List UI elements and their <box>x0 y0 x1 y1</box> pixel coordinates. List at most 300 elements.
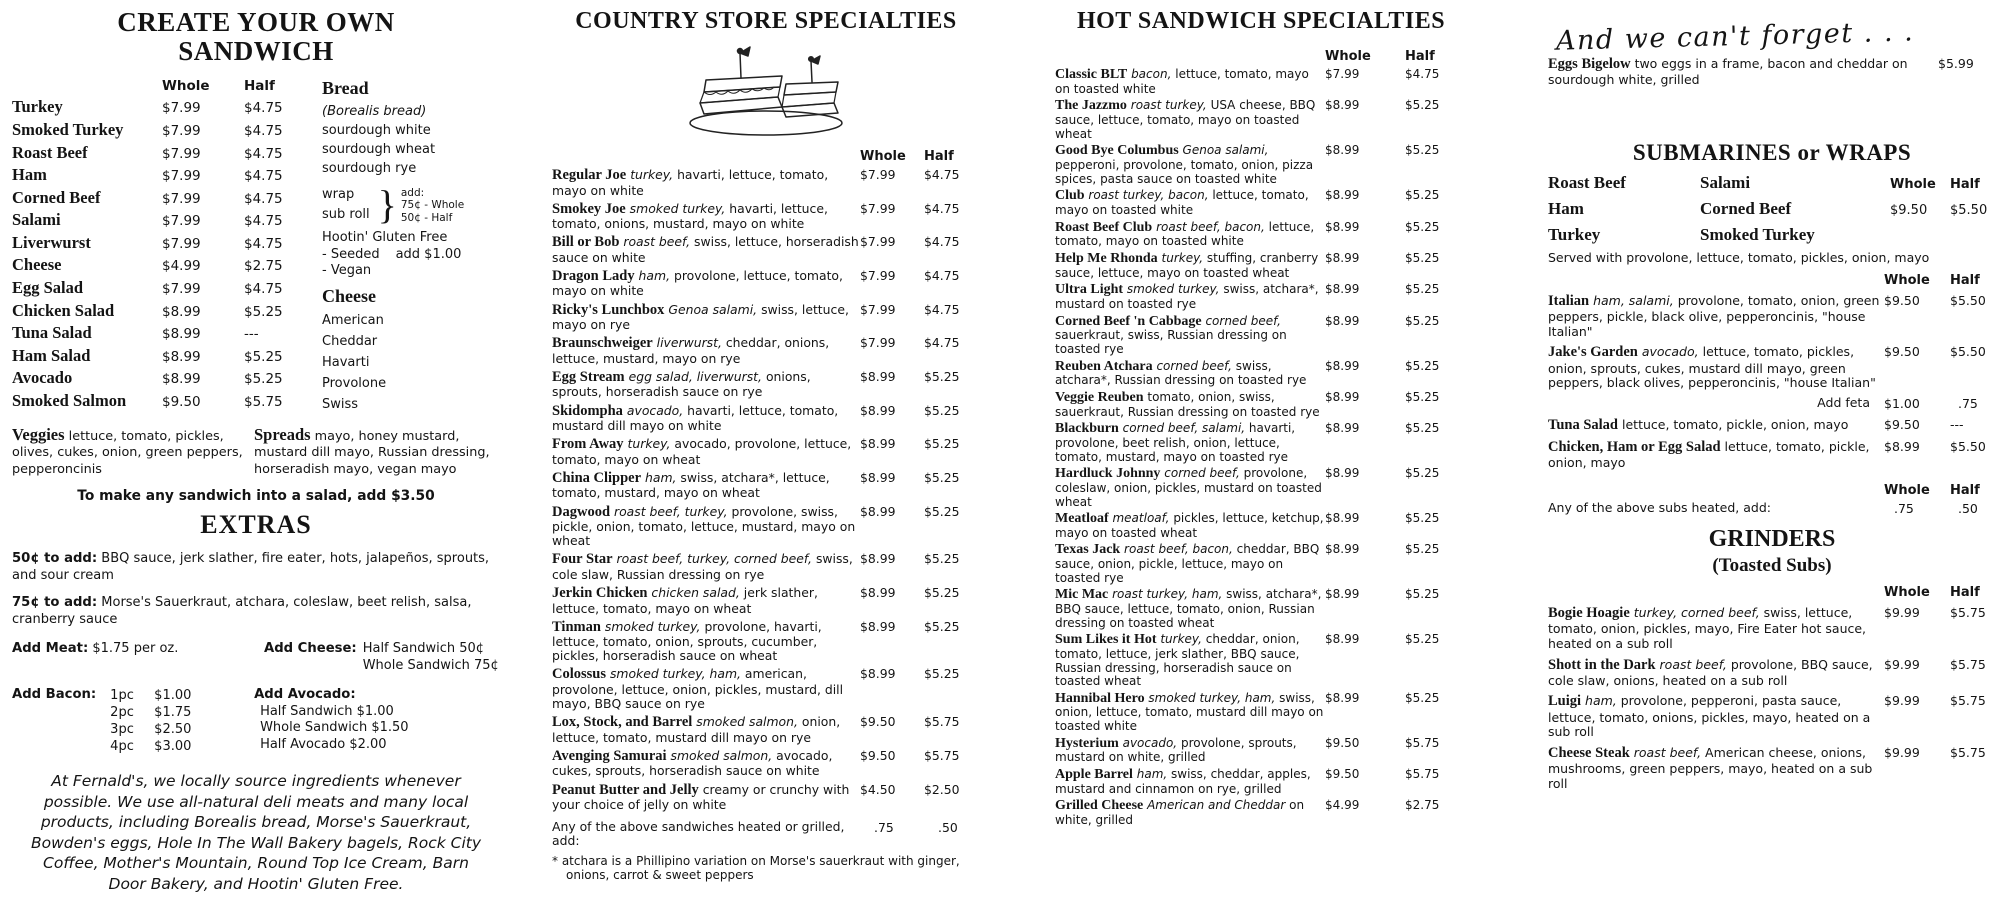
item-meat: roast beef, turkey, <box>613 503 728 519</box>
price-whole: $7.99 <box>162 235 201 252</box>
item-ingredients: provolone, tomato, onion, green peppers, pickle, black olive, pepperoncinis, "house Italian" <box>1548 292 1880 339</box>
item-ingredients: sauerkraut, swiss, Russian dressing on toasted rye <box>1055 328 1287 356</box>
item-ingredients: stuffing, cranberry sauce, lettuce, mayo on toasted wheat <box>1055 250 1319 280</box>
menu-item <box>552 551 980 582</box>
menu-item <box>1548 657 1996 689</box>
column-header-whole: Whole <box>1884 482 1930 498</box>
price-half: $4.75 <box>924 301 960 317</box>
item-name: Club <box>1055 188 1085 204</box>
cheese-option: Havarti <box>322 354 370 370</box>
item-meat: ham, <box>1585 693 1617 709</box>
item-name: Mic Mac <box>1055 587 1109 603</box>
menu-item <box>1055 691 1467 734</box>
grinders-items-list <box>1548 605 1996 792</box>
price-whole: $9.50 <box>1884 292 1920 308</box>
price-half: $5.25 <box>1405 389 1440 404</box>
menu-item-row <box>12 97 322 120</box>
extras-title: EXTRAS <box>200 510 312 540</box>
item-name: Tinman <box>552 618 601 635</box>
title-line-2: SANDWICH <box>178 36 334 67</box>
menu-item <box>1055 359 1467 388</box>
surcharge-line: 50¢ - Half <box>400 211 453 224</box>
price-whole: $8.99 <box>860 469 896 485</box>
item-text <box>1055 736 1325 765</box>
price-whole: $7.99 <box>860 335 896 351</box>
price-whole: $9.99 <box>1884 656 1920 672</box>
item-name: Peanut Butter and Jelly <box>552 781 699 798</box>
price-whole: $8.99 <box>1325 542 1360 557</box>
price-half: $5.25 <box>1405 587 1440 602</box>
price-half: $5.25 <box>924 618 960 634</box>
item-text <box>1055 98 1325 141</box>
heated-half: .50 <box>938 820 958 836</box>
price-half: $4.75 <box>244 281 283 298</box>
item-text <box>552 666 860 711</box>
price-half: $5.25 <box>924 666 960 682</box>
price-whole: $8.99 <box>860 368 896 384</box>
heated-whole: .75 <box>1894 500 1914 516</box>
column-header-half: Half <box>1950 482 1980 498</box>
item-text <box>552 201 860 232</box>
item-ingredients: provolone, pepperoni, pasta sauce, lettuce, tomato, onions, pickles, mayo, heated on a sub roll <box>1548 693 1871 740</box>
salad-conversion-note: To make any sandwich into a salad, add $3.50 <box>77 488 435 505</box>
price-half: $5.50 <box>1950 202 1988 218</box>
price-half: $4.75 <box>924 234 960 250</box>
price-half: $5.25 <box>1405 143 1440 158</box>
item-ingredients: swiss, lettuce, horseradish sauce on white <box>552 234 859 265</box>
item-ingredients: provolone, sprouts, mustard on white, grilled <box>1055 735 1297 765</box>
menu-item-row <box>12 120 322 143</box>
price-half: $5.25 <box>924 469 960 485</box>
price-half: $5.75 <box>1405 766 1440 781</box>
item-ingredients: provolone, havarti, lettuce, tomato, onion, sprouts, cucumber, pickles, horseradish sauce on wheat <box>552 618 822 664</box>
sub-meats-table <box>1548 170 1996 248</box>
menu-item-row <box>12 143 322 166</box>
item-meat: Genoa salami, <box>668 301 758 317</box>
gluten-free-note <box>322 230 494 280</box>
item-ingredients: creamy or crunchy with your choice of jelly on white <box>552 781 850 813</box>
price-half: $5.25 <box>1405 98 1440 113</box>
item-ingredients: provolone, BBQ sauce, cole slaw, onions, heated on a sub roll <box>1548 656 1873 688</box>
item-name: Braunschweiger <box>552 335 653 352</box>
item-meat: ham, <box>638 267 671 283</box>
item-name: Corned Beef 'n Cabbage <box>1055 313 1202 329</box>
item-meat: turkey, corned beef, <box>1633 604 1760 620</box>
column-header-whole: Whole <box>1884 584 1930 600</box>
price-half: $4.75 <box>1405 67 1440 81</box>
menu-item-row <box>12 368 322 391</box>
add-avocado-line: Whole Sandwich $1.50 <box>260 720 409 736</box>
item-name: Jerkin Chicken <box>552 585 648 602</box>
add-feta-row <box>1548 396 1996 412</box>
create-your-own-section <box>12 0 500 894</box>
item-text <box>1055 359 1325 388</box>
price-half: $4.75 <box>244 145 283 162</box>
item-meat: American and Cheddar <box>1147 798 1286 813</box>
price-whole: $8.99 <box>162 303 201 320</box>
item-text <box>1055 466 1325 509</box>
item-name: Classic BLT <box>1055 67 1128 82</box>
wrap-subroll-note <box>322 182 494 228</box>
add-meat-label: Add Meat: <box>12 641 89 657</box>
price-whole: $8.99 <box>1325 466 1360 481</box>
price-whole: $8.99 <box>860 436 896 452</box>
item-ingredients: lettuce, tomato, pickles, onion, sprouts, cukes, mustard dill mayo, green peppers, black olives, pepperoncinis, "house Italian" <box>1548 344 1876 391</box>
price-half: $5.25 <box>1405 511 1440 526</box>
bacon-price: $1.75 <box>154 705 192 721</box>
price-table-header <box>12 78 322 94</box>
add-bacon-label: Add Bacon: <box>12 687 97 703</box>
item-meat: liverwurst, <box>656 335 722 351</box>
cheese-header: Cheese <box>322 285 376 306</box>
item-ingredients: USA cheese, BBQ sauce, lettuce, tomato, mayo on toasted wheat <box>1055 98 1316 141</box>
price-whole: $8.99 <box>1325 358 1360 373</box>
price-half: $5.25 <box>1405 250 1440 265</box>
item-ingredients: lettuce, tomato, pickle, onion, mayo <box>1548 438 1870 471</box>
menu-item <box>1548 745 1996 792</box>
item-text <box>552 470 860 501</box>
menu-item <box>552 585 980 616</box>
bacon-qty: 3pc <box>110 722 134 738</box>
gf-surcharge: add $1.00 <box>395 246 462 262</box>
price-whole: $9.99 <box>1884 745 1920 760</box>
menu-item <box>1548 605 1996 652</box>
item-meat: smoked turkey, ham, <box>1148 690 1276 705</box>
menu-item <box>1548 693 1996 740</box>
column-header-half: Half <box>1405 49 1435 64</box>
menu-item <box>552 714 980 745</box>
price-half: --- <box>244 326 259 343</box>
price-whole: $7.99 <box>860 200 896 216</box>
menu-item-row <box>12 301 322 324</box>
add-cheese-line: Half Sandwich 50¢ <box>362 641 485 657</box>
item-ingredients: onion, lettuce, tomato, mustard dill mayo on rye <box>552 714 841 745</box>
bacon-qty: 2pc <box>110 705 134 721</box>
item-meat: corned beef, <box>1205 313 1281 328</box>
item-name: Grilled Cheese <box>1055 798 1144 814</box>
item-text <box>1055 188 1325 217</box>
item-text <box>552 714 860 745</box>
right-section <box>1548 0 1996 792</box>
item-meat: Genoa salami, <box>1182 143 1269 158</box>
price-half: $5.75 <box>1950 693 1986 709</box>
item-text <box>552 167 860 198</box>
spreads-label: Spreads <box>254 424 311 444</box>
menu-item <box>1055 632 1467 688</box>
item-text <box>552 748 860 779</box>
sandwich-illustration <box>552 37 980 143</box>
price-whole: $9.50 <box>860 714 896 730</box>
price-whole: $8.99 <box>860 618 896 634</box>
item-text <box>1055 798 1325 827</box>
menu-item <box>1055 314 1467 357</box>
spreads-list: mayo, honey mustard, mustard dill mayo, Russian dressing, horseradish mayo, vegan mayo <box>254 428 490 477</box>
item-name: The Jazzmo <box>1055 98 1127 114</box>
item-ingredients: provolone, lettuce, tomato, mayo on white <box>552 267 843 299</box>
column-header-half: Half <box>1950 584 1980 600</box>
item-name: Smoked Turkey <box>12 119 124 139</box>
item-name: Shott in the Dark <box>1548 656 1656 673</box>
menu-item-row <box>12 255 322 278</box>
price-whole: $7.99 <box>162 281 201 298</box>
item-name: Ham Salad <box>12 345 91 365</box>
menu-item <box>552 369 980 400</box>
item-meat: egg salad, liverwurst, <box>628 368 762 384</box>
add-bacon-note <box>12 687 254 755</box>
item-ingredients: pickles, lettuce, ketchup, mayo on toasted wheat <box>1055 511 1324 540</box>
price-half: $5.25 <box>1405 466 1440 481</box>
item-text <box>1055 220 1325 249</box>
menu-item <box>1055 798 1467 827</box>
item-name: Bill or Bob <box>552 234 620 251</box>
price-half: $4.75 <box>924 335 960 351</box>
item-name: Cheese <box>12 255 62 275</box>
price-whole: $7.99 <box>1325 67 1360 81</box>
add-avocado-label: Add Avocado: <box>254 687 356 703</box>
menu-item <box>552 234 980 265</box>
item-ingredients: lettuce, tomato, mayo on toasted white <box>1055 219 1315 249</box>
bacon-qty: 1pc <box>110 688 134 704</box>
item-ingredients: american, provolone, lettuce, onion, pickles, mustard, dill mayo, BBQ sauce on rye <box>552 666 844 712</box>
item-ingredients: cheddar, BBQ sauce, onion, pickle, lettuce, mayo on toasted rye <box>1055 542 1320 585</box>
price-half: $5.25 <box>924 368 960 384</box>
create-items-list <box>12 97 322 413</box>
item-name: Roast Beef Club <box>1055 219 1153 235</box>
item-ingredients: on white, grilled <box>1055 798 1305 828</box>
item-name: Jake's Garden <box>1548 344 1638 361</box>
item-name: Eggs Bigelow <box>1548 56 1631 72</box>
heated-note: Any of the above sandwiches heated or grilled, add: <box>552 819 845 849</box>
add-cheese-line: Whole Sandwich 75¢ <box>362 657 499 673</box>
price-half: $5.75 <box>924 714 960 730</box>
item-meat: roast turkey, bacon, <box>1088 188 1209 203</box>
price-half: .75 <box>1958 396 1978 412</box>
item-ingredients: swiss, lettuce, mayo on rye <box>552 301 849 333</box>
extras-75c-note <box>12 595 500 628</box>
item-text <box>552 436 860 467</box>
country-price-header <box>552 149 980 164</box>
price-half: $5.25 <box>1405 313 1440 328</box>
price-whole: $8.99 <box>1325 511 1360 526</box>
item-text <box>552 302 860 333</box>
item-ingredients: swiss, atchara*, Russian dressing on toasted rye <box>1055 358 1307 388</box>
price-half: $5.25 <box>1405 421 1440 436</box>
item-name: Liverwurst <box>12 232 91 252</box>
item-ingredients: jerk slather, lettuce, tomato, mayo on wheat <box>552 585 818 616</box>
item-name: Dagwood <box>552 503 611 520</box>
price-half: $4.75 <box>244 190 283 207</box>
price-half: $4.75 <box>244 122 283 139</box>
price-half: $5.25 <box>924 436 960 452</box>
subs-heated-row <box>1548 501 1996 517</box>
gluten-free-title: Hootin' Gluten Free <box>322 230 448 246</box>
item-text <box>1055 767 1325 796</box>
item-meat: roast beef, bacon, <box>1156 219 1265 234</box>
menu-item <box>552 504 980 549</box>
item-ingredients: tomato, onion, swiss, sauerkraut, Russian dressing on toasted rye <box>1055 389 1320 419</box>
price-half: $2.50 <box>924 781 960 797</box>
menu-item <box>552 268 980 299</box>
menu-item <box>552 335 980 366</box>
menu-item-row <box>12 188 322 211</box>
item-text <box>1055 587 1325 630</box>
price-whole: $7.99 <box>162 190 201 207</box>
item-meat: roast beef, <box>1659 656 1727 672</box>
menu-item-row <box>12 346 322 369</box>
price-half: $5.25 <box>924 402 960 418</box>
price-whole: $8.99 <box>1325 188 1360 203</box>
price-whole: $8.99 <box>1325 632 1360 647</box>
heated-surcharge-row <box>552 820 980 848</box>
section-title-submarines: SUBMARINES or WRAPS <box>1632 139 1912 165</box>
item-name: Sum Likes it Hot <box>1055 632 1157 648</box>
spreads-note <box>254 424 500 479</box>
price-half: $2.75 <box>244 258 283 275</box>
menu-item <box>552 403 980 434</box>
price-whole: $7.99 <box>162 168 201 185</box>
item-text <box>552 551 860 582</box>
add-avocado-line: Half Sandwich $1.00 <box>260 703 394 719</box>
item-meat: smoked turkey, <box>1126 282 1220 297</box>
item-name: Tuna Salad <box>1548 416 1619 433</box>
price-half: $5.25 <box>244 348 283 365</box>
menu-item <box>552 666 980 711</box>
price-half: $4.75 <box>244 100 283 117</box>
item-name: Blackburn <box>1055 421 1119 437</box>
item-ingredients: provolone, coleslaw, onion, pickles, mustard on toasted wheat <box>1055 466 1322 509</box>
cheese-option: Provolone <box>322 375 387 391</box>
item-name: Ham <box>12 165 47 185</box>
subs-heated-header <box>1548 483 1996 498</box>
item-ingredients: cheddar, onion, tomato, lettuce, jerk slather, BBQ sauce, Russian dressing, horseradish sauce on toasted wheat <box>1055 632 1300 689</box>
item-name: Veggie Reuben <box>1055 389 1144 405</box>
add-meat-price: $1.75 per oz. <box>88 641 179 657</box>
price-half: $5.50 <box>1950 438 1986 454</box>
price-half: $5.25 <box>924 503 960 519</box>
menu-item <box>552 619 980 664</box>
veggies-spreads-row <box>12 424 500 479</box>
column-header-half: Half <box>1950 272 1980 288</box>
menu-item <box>552 436 980 467</box>
price-half: $5.50 <box>1950 292 1986 308</box>
menu-item <box>1055 143 1467 186</box>
price-half: $4.75 <box>244 235 283 252</box>
menu-item <box>1055 587 1467 630</box>
extras-50c-note <box>12 551 500 584</box>
bacon-price: $3.00 <box>154 739 192 755</box>
price-whole: $8.99 <box>860 551 896 567</box>
veggies-label: Veggies <box>12 424 65 444</box>
item-text <box>552 619 860 664</box>
item-ingredients: swiss, cheddar, apples, mustard and cinnamon on rye, grilled <box>1055 766 1311 796</box>
item-text <box>1548 657 1884 689</box>
menu-item <box>1055 390 1467 419</box>
item-text <box>1548 605 1884 652</box>
item-text <box>1055 542 1325 585</box>
item-ingredients: havarti, lettuce, tomato, mustard dill mayo on white <box>552 402 839 434</box>
section-title-country-store: COUNTRY STORE SPECIALTIES <box>575 8 957 34</box>
menu-item-row <box>12 165 322 188</box>
item-text <box>1548 693 1884 740</box>
cheese-option: Swiss <box>322 396 359 412</box>
price-half: $5.75 <box>1405 735 1440 750</box>
menu-item-row <box>12 323 322 346</box>
price-half: $5.25 <box>244 371 283 388</box>
price-whole: $8.99 <box>860 402 896 418</box>
item-name: Colossus <box>552 666 606 683</box>
item-text <box>1055 282 1325 311</box>
menu-item <box>1055 98 1467 141</box>
item-meat: smoked turkey, ham, <box>609 666 741 682</box>
price-half: $5.25 <box>1405 358 1440 373</box>
add-cheese-note <box>264 641 499 674</box>
item-name: From Away <box>552 436 624 453</box>
item-name: Hysterium <box>1055 735 1119 751</box>
item-name: Lox, Stock, and Barrel <box>552 714 693 731</box>
price-whole: $9.50 <box>1884 344 1920 360</box>
price-whole: $8.99 <box>860 503 896 519</box>
column-header-whole: Whole <box>1884 272 1930 288</box>
surcharge-line: 75¢ - Whole <box>400 199 465 212</box>
hot-items-list <box>1055 67 1467 828</box>
item-name: Bogie Hoagie <box>1548 604 1630 621</box>
item-text <box>1055 67 1325 96</box>
item-text <box>1055 143 1325 186</box>
item-ingredients: lettuce, tomato, mayo on toasted white <box>1055 67 1309 96</box>
price-half: $5.25 <box>1405 632 1440 647</box>
price-whole: $8.99 <box>162 371 201 388</box>
menu-item <box>1055 282 1467 311</box>
price-whole: $7.99 <box>162 100 201 117</box>
bread-note: (Borealis bread) <box>322 104 427 120</box>
cheese-options <box>322 310 494 415</box>
item-meat: ham, <box>645 469 677 485</box>
item-meat: corned beef, <box>1156 358 1232 373</box>
price-half: $4.75 <box>244 213 283 230</box>
item-meat: turkey, <box>627 436 671 452</box>
item-name: Reuben Atchara <box>1055 358 1153 374</box>
price-half: $5.75 <box>924 747 960 763</box>
add-bacon-table <box>110 687 212 755</box>
item-text <box>552 403 860 434</box>
item-meat: avocado, <box>626 402 684 418</box>
item-ingredients: swiss, atchara*, mustard on toasted rye <box>1055 282 1319 312</box>
bread-option: sourdough wheat <box>322 142 436 158</box>
price-whole: $8.99 <box>1325 282 1360 297</box>
item-name: Luigi <box>1548 693 1582 710</box>
add-bacon-avocado-row <box>12 676 500 755</box>
price-whole: $8.99 <box>162 348 201 365</box>
item-name: Italian <box>1548 292 1590 309</box>
item-name: Hardluck Johnny <box>1055 466 1161 482</box>
item-name: Smoked Salmon <box>12 391 127 411</box>
price-half: $5.25 <box>1405 282 1440 297</box>
column-header-half: Half <box>1950 176 1980 192</box>
menu-item <box>1548 439 1996 471</box>
item-meat: ham, salami, <box>1593 292 1674 308</box>
sourcing-statement: At Fernald's, we locally source ingredients whenever possible. We use all-natural deli meats and many local products, including Borealis bread, Morse's Sauerkraut, Bowden's eggs, Hole In The Wall Bakery bagels, Rock City Coffee, Mother's Mountain, Round Top Ice Cream, Barn Door Bakery, and Hootin' Gluten Free. <box>30 772 482 893</box>
price-whole: $4.50 <box>860 781 896 797</box>
item-name: Corned Beef <box>12 187 101 207</box>
menu-item <box>1055 511 1467 540</box>
bread-option-wrap: wrap <box>322 187 355 203</box>
sub-meat: Roast Beef <box>1548 172 1626 192</box>
extras-50c-label: 50¢ to add: <box>12 551 98 567</box>
item-text <box>552 504 860 549</box>
price-whole: $8.99 <box>162 326 201 343</box>
sandwich-drawing <box>666 37 866 139</box>
menu-item-row <box>12 391 322 414</box>
